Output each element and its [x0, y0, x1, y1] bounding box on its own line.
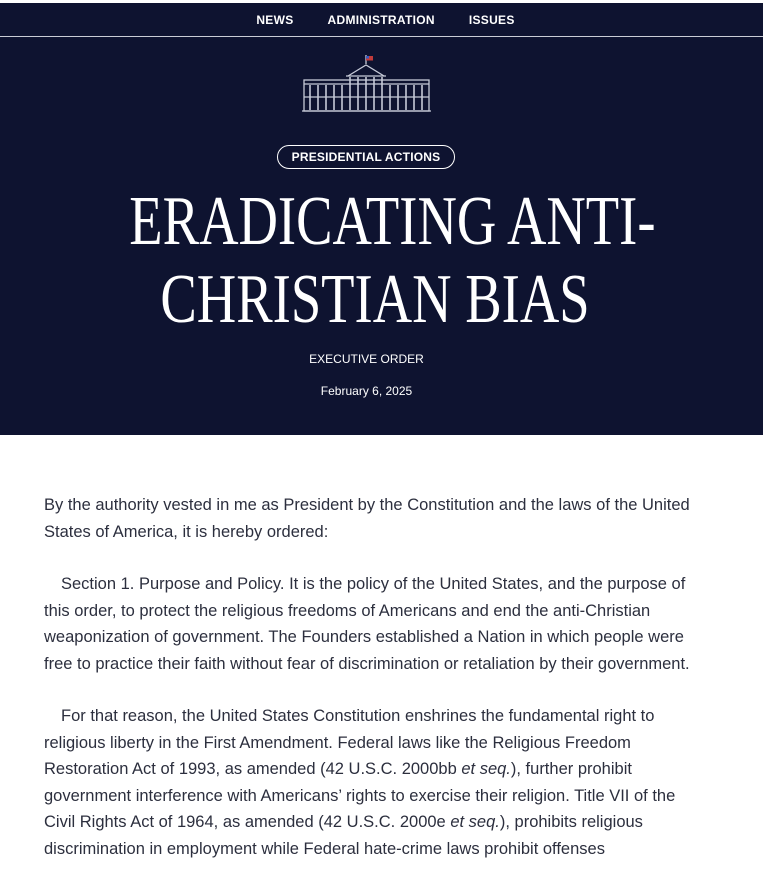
white-house-icon[interactable]	[302, 55, 431, 113]
paragraph-text: For that reason, the United States Constitution enshrines the fundamental right to religious liberty in the First Amendment. Federal laws like the Religious Freedom Restoration Act of 1993, as amended (42 U.S.C. 2000bb	[44, 707, 655, 778]
paragraph-constitution	[44, 703, 704, 862]
publish-date: February 6, 2025	[320, 384, 413, 398]
paragraph-authority: By the authority vested in me as President by the Constitution and the laws of the United States of America, it is hereby ordered:	[44, 496, 690, 541]
page-title	[129, 183, 656, 339]
hero-banner	[0, 0, 763, 435]
paragraph-text: ), prohibits religious discrimination in employment while Federal hate-crime laws prohibit offenses	[44, 813, 643, 858]
nav-item-news[interactable]: NEWS	[256, 12, 294, 27]
paragraph-section-1: Section 1. Purpose and Policy. It is the policy of the United States, and the purpose of this order, to protect the religious freedoms of Americans and end the anti-Christian weaponization of government. The Founders established a Nation in which people were free to practice their faith without fear of discrimination or retaliation by their government.	[44, 575, 690, 673]
article-body	[44, 492, 704, 888]
citation-et-seq: et seq.	[450, 813, 500, 831]
citation-et-seq: et seq.	[461, 760, 511, 778]
nav-item-administration[interactable]: ADMINISTRATION	[327, 12, 435, 27]
page-title-line-1: ERADICATING ANTI-	[129, 183, 656, 260]
document-type: EXECUTIVE ORDER	[309, 352, 424, 366]
page-title-line-2: CHRISTIAN BIAS	[160, 261, 590, 338]
nav-item-issues[interactable]: ISSUES	[468, 12, 515, 27]
presidential-actions-badge[interactable]: PRESIDENTIAL ACTIONS	[277, 145, 455, 169]
top-navigation	[0, 3, 763, 37]
paragraph-text: ), further prohibit government interference with Americans’ rights to exercise their religion. Title VII of the Civil Rights Act of 1964, as amended (42 U.S.C. 2000e	[44, 760, 676, 831]
